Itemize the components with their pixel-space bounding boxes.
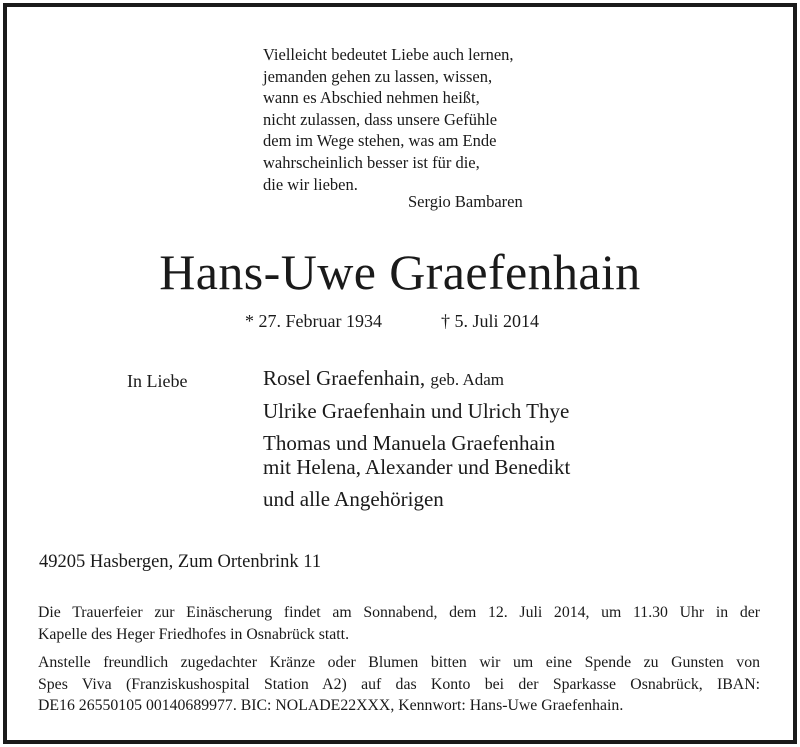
poem-line: Vielleicht bedeutet Liebe auch lernen, xyxy=(263,45,514,64)
poem-line: die wir lieben. xyxy=(263,174,358,194)
paragraph-line: Spes Viva (Franziskushospital Station A2) auf das Konto bei der Sparkasse Osnabrück, IBAN: xyxy=(38,675,760,693)
mourner-name: Rosel Graefenhain, xyxy=(263,366,426,390)
poem-line: wahrscheinlich besser ist für die, xyxy=(263,152,480,172)
mourner-line xyxy=(263,366,504,391)
poem-line: dem im Wege stehen, was am Ende xyxy=(263,131,497,151)
birth-date: * 27. Februar 1934 xyxy=(245,311,382,331)
paragraph-line: Anstelle freundlich zugedachter Kränze oder Blumen bitten wir um eine Spende zu Gunsten von xyxy=(38,654,760,671)
paragraph-line: DE16 26550105 00140689977. BIC: NOLADE22XXX, Kennwort: Hans-Uwe Graefenhain. xyxy=(38,697,624,714)
poem-line: jemanden gehen zu lassen, wissen, xyxy=(263,66,493,86)
poem-line: nicht zulassen, dass unsere Gefühle xyxy=(263,109,498,129)
donation-notice xyxy=(38,652,760,717)
mourner-line: mit Helena, Alexander und Benedikt xyxy=(263,455,571,479)
poem-author: Sergio Bambaren xyxy=(408,192,523,211)
family-address: 49205 Hasbergen, Zum Ortenbrink 11 xyxy=(39,552,322,572)
paragraph-line: Kapelle des Heger Friedhofes in Osnabrück statt. xyxy=(38,625,350,643)
death-date: † 5. Juli 2014 xyxy=(441,311,540,331)
paragraph-line: Die Trauerfeier zur Einäscherung findet am Sonnabend, dem 12. Juli 2014, um 11.30 Uhr in der xyxy=(38,604,760,621)
maiden-name-note: geb. Adam xyxy=(430,370,505,389)
mourner-line: Thomas und Manuela Graefenhain xyxy=(263,431,556,455)
mourner-line: Ulrike Graefenhain und Ulrich Thye xyxy=(263,399,570,423)
mourners-intro: In Liebe xyxy=(127,371,188,391)
deceased-name: Hans-Uwe Graefenhain xyxy=(159,244,641,300)
poem-line: wann es Abschied nehmen heißt, xyxy=(263,88,480,108)
mourner-line: und alle Angehörigen xyxy=(263,487,444,511)
poem xyxy=(263,44,514,195)
ceremony-notice xyxy=(38,602,760,645)
